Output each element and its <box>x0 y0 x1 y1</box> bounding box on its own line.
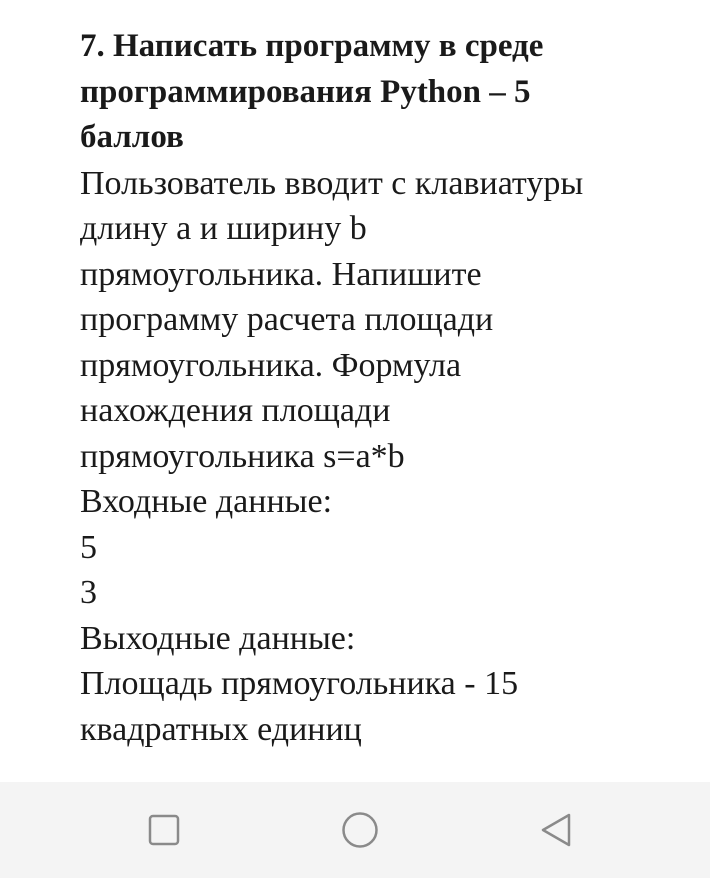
input-data-label: Входные данные: <box>80 483 333 520</box>
task-text-line-4: программу расчета площади <box>80 301 494 338</box>
square-recent-apps-icon <box>148 814 180 846</box>
triangle-back-icon <box>539 812 573 848</box>
task-text-line-7: прямоугольника s=a*b <box>80 437 405 475</box>
android-navigation-bar <box>0 782 710 878</box>
task-text-line-6: нахождения площади <box>80 392 391 429</box>
document-content <box>80 24 680 752</box>
output-text-line-1: Площадь прямоугольника - 15 <box>80 665 519 702</box>
output-data-label: Выходные данные: <box>80 619 356 657</box>
output-text-line-2: квадратных единиц <box>80 710 362 748</box>
task-title-line-2: программирования Python – 5 <box>80 73 531 110</box>
circle-home-icon <box>341 811 379 849</box>
back-button[interactable] <box>536 810 576 850</box>
input-value-a: 5 <box>80 528 97 566</box>
recent-apps-button[interactable] <box>144 810 184 850</box>
task-text-line-3: прямоугольника. Напишите <box>80 255 482 293</box>
home-button[interactable] <box>340 810 380 850</box>
task-text-line-1: Пользователь вводит с клавиатуры <box>80 164 584 202</box>
task-text-line-5: прямоугольника. Формула <box>80 346 462 384</box>
task-title-line-3: баллов <box>80 119 184 155</box>
input-value-b: 3 <box>80 574 97 611</box>
task-title-line-1: 7. Написать программу в среде <box>80 28 544 64</box>
task-text-line-2: длину а и ширину b <box>80 210 367 247</box>
